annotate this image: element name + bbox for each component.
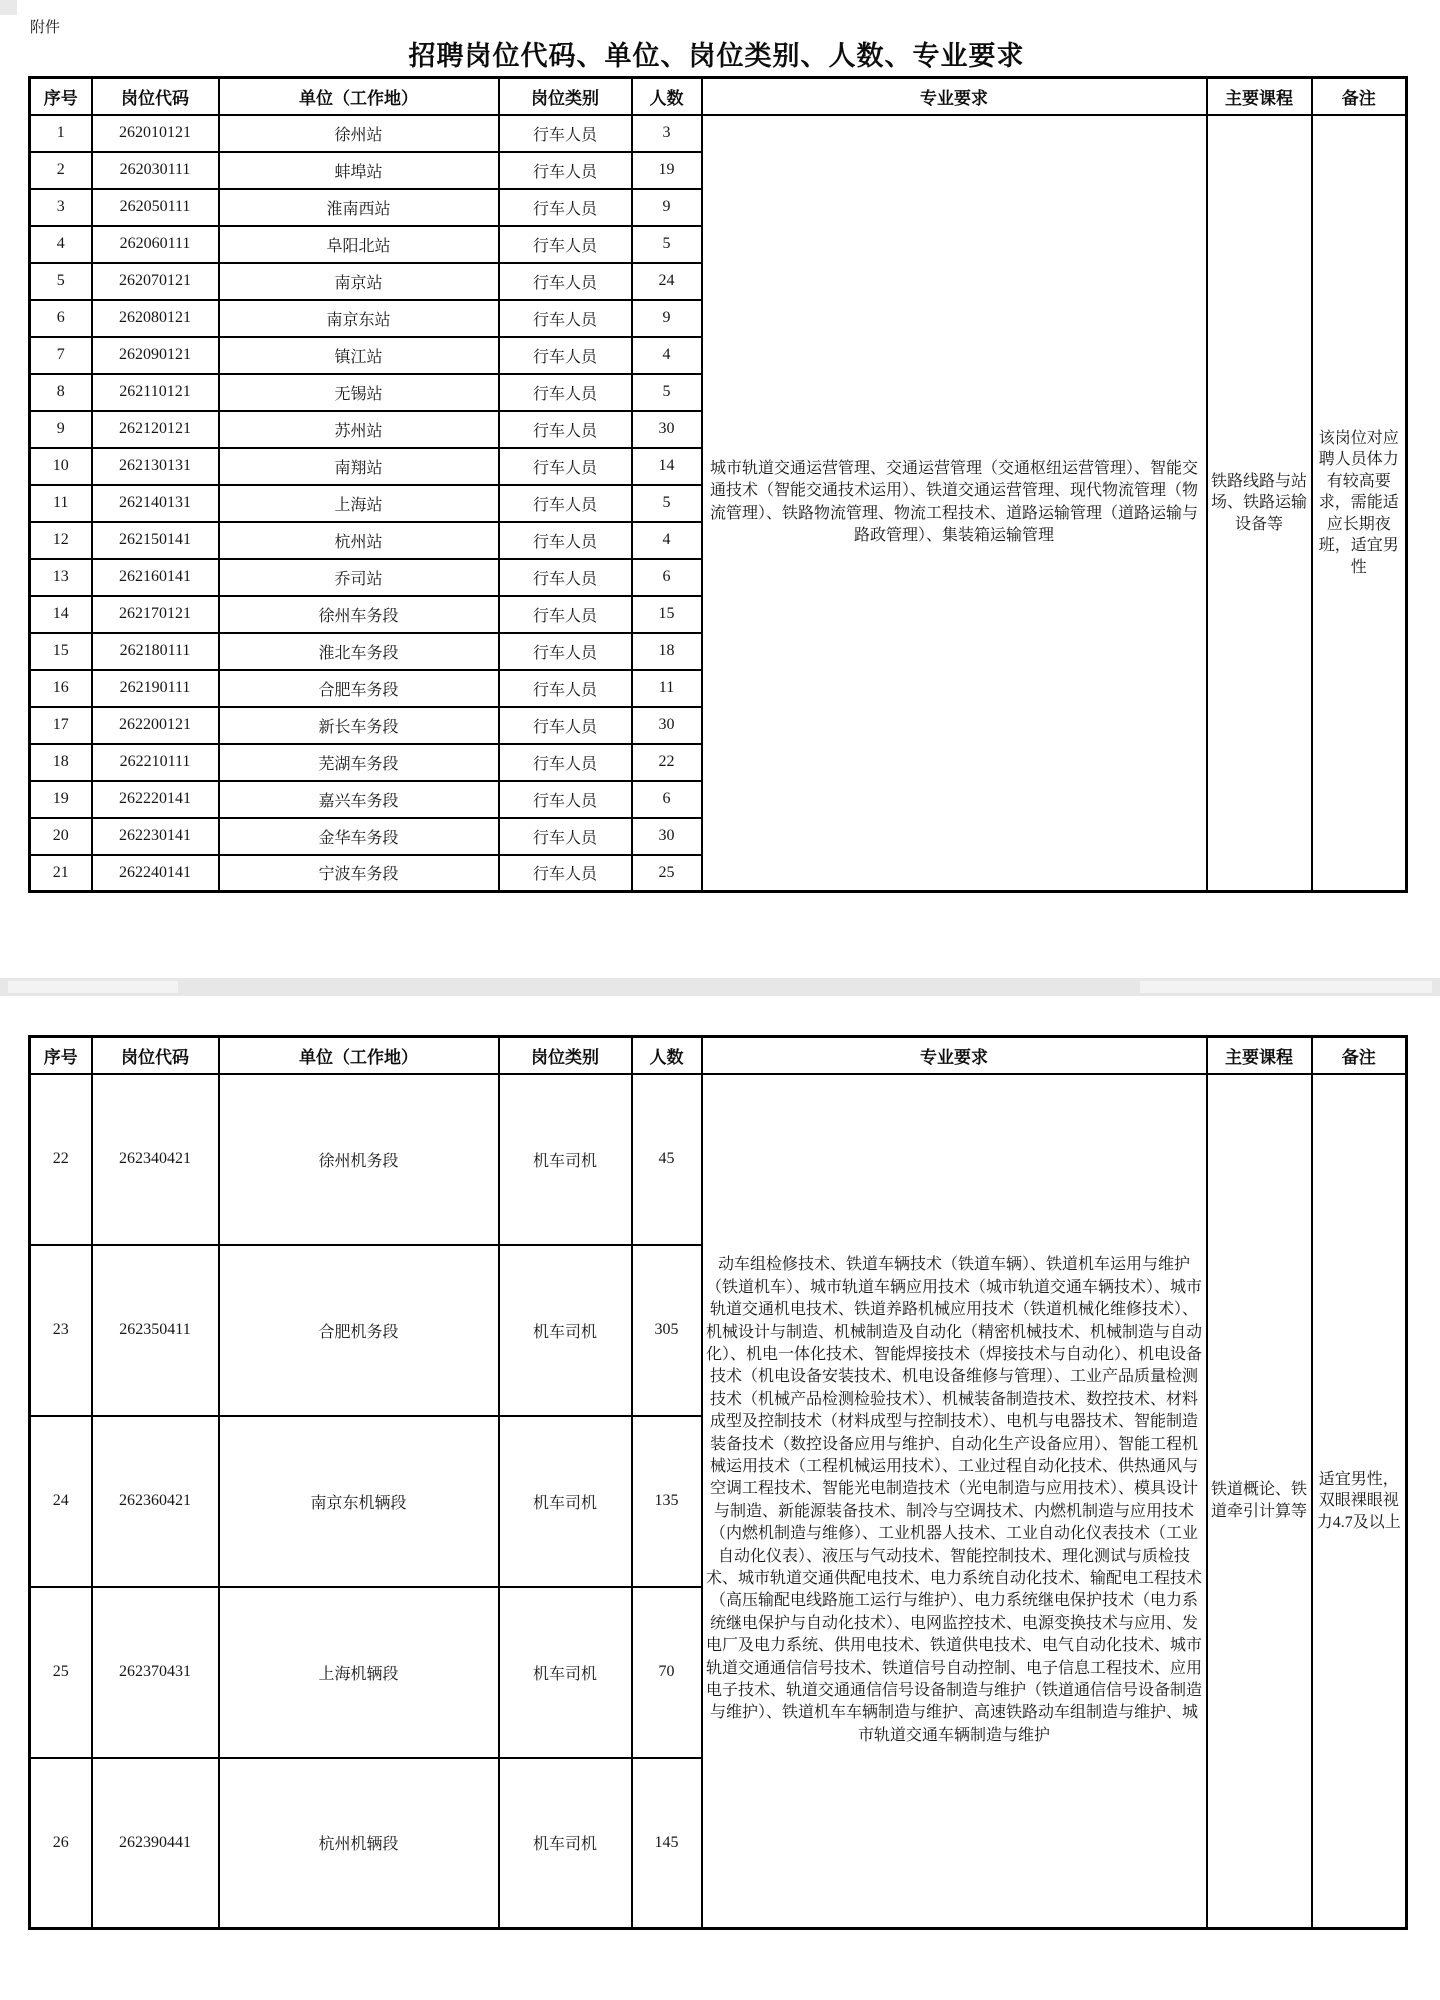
cell-index: 6 — [30, 300, 92, 337]
table-row — [30, 1074, 1407, 1245]
cell-count: 3 — [632, 115, 702, 152]
cell-index: 12 — [30, 522, 92, 559]
cell-index: 21 — [30, 855, 92, 892]
cell-code: 262200121 — [92, 707, 219, 744]
cell-count: 15 — [632, 596, 702, 633]
cell-code: 262210111 — [92, 744, 219, 781]
cell-category: 行车人员 — [499, 596, 632, 633]
cell-count: 19 — [632, 152, 702, 189]
cell-count: 5 — [632, 485, 702, 522]
cell-unit: 徐州站 — [219, 115, 499, 152]
cell-count: 4 — [632, 522, 702, 559]
cell-code: 262120121 — [92, 411, 219, 448]
cell-category: 行车人员 — [499, 855, 632, 892]
cell-code: 262180111 — [92, 633, 219, 670]
cell-index: 11 — [30, 485, 92, 522]
cell-code: 262160141 — [92, 559, 219, 596]
cell-code: 262190111 — [92, 670, 219, 707]
cell-category: 行车人员 — [499, 263, 632, 300]
col-header-index: 序号 — [30, 78, 92, 115]
cell-category: 行车人员 — [499, 411, 632, 448]
cell-index: 4 — [30, 226, 92, 263]
cell-index: 24 — [30, 1416, 92, 1587]
cell-category: 行车人员 — [499, 633, 632, 670]
cell-unit: 乔司站 — [219, 559, 499, 596]
col-header-remark: 备注 — [1312, 1037, 1407, 1074]
cell-unit: 淮南西站 — [219, 189, 499, 226]
col-header-courses: 主要课程 — [1207, 78, 1312, 115]
cell-code: 262390441 — [92, 1758, 219, 1929]
cell-unit: 淮北车务段 — [219, 633, 499, 670]
cell-index: 15 — [30, 633, 92, 670]
cell-code: 262080121 — [92, 300, 219, 337]
cell-code: 262060111 — [92, 226, 219, 263]
cell-count: 25 — [632, 855, 702, 892]
cell-code: 262240141 — [92, 855, 219, 892]
cell-count: 30 — [632, 411, 702, 448]
cell-index: 10 — [30, 448, 92, 485]
cell-category: 行车人员 — [499, 189, 632, 226]
cell-count: 45 — [632, 1074, 702, 1245]
cell-count: 9 — [632, 300, 702, 337]
cell-unit: 南京站 — [219, 263, 499, 300]
col-header-unit: 单位（工作地） — [219, 78, 499, 115]
page-break-highlight — [1140, 981, 1432, 993]
cell-count: 14 — [632, 448, 702, 485]
cell-code: 262230141 — [92, 818, 219, 855]
cell-unit: 杭州机辆段 — [219, 1758, 499, 1929]
col-header-remark: 备注 — [1312, 78, 1407, 115]
cell-unit: 镇江站 — [219, 337, 499, 374]
cell-category: 行车人员 — [499, 300, 632, 337]
cell-count: 145 — [632, 1758, 702, 1929]
cell-index: 14 — [30, 596, 92, 633]
col-header-count: 人数 — [632, 78, 702, 115]
cell-category: 行车人员 — [499, 115, 632, 152]
cell-unit: 南京东机辆段 — [219, 1416, 499, 1587]
cell-index: 17 — [30, 707, 92, 744]
cell-count: 9 — [632, 189, 702, 226]
cell-index: 13 — [30, 559, 92, 596]
cell-unit: 芜湖车务段 — [219, 744, 499, 781]
cell-code: 262360421 — [92, 1416, 219, 1587]
cell-count: 30 — [632, 707, 702, 744]
header-row — [30, 1037, 1407, 1074]
cell-code: 262050111 — [92, 189, 219, 226]
cell-count: 22 — [632, 744, 702, 781]
col-header-code: 岗位代码 — [92, 1037, 219, 1074]
cell-unit: 阜阳北站 — [219, 226, 499, 263]
cell-unit: 蚌埠站 — [219, 152, 499, 189]
cell-unit: 上海机辆段 — [219, 1587, 499, 1758]
cell-category: 行车人员 — [499, 670, 632, 707]
attachment-label: 附件 — [30, 20, 61, 36]
cell-category: 行车人员 — [499, 152, 632, 189]
cell-category: 机车司机 — [499, 1587, 632, 1758]
cell-code: 262130131 — [92, 448, 219, 485]
page-break-band — [0, 978, 1440, 996]
cell-code: 262170121 — [92, 596, 219, 633]
courses-cell: 铁路线路与站场、铁路运输设备等 — [1207, 115, 1312, 892]
cell-category: 行车人员 — [499, 744, 632, 781]
cell-count: 6 — [632, 781, 702, 818]
cell-code: 262150141 — [92, 522, 219, 559]
cell-unit: 上海站 — [219, 485, 499, 522]
remark-cell: 适宜男性，双眼裸眼视力4.7及以上 — [1312, 1074, 1407, 1929]
cell-code: 262070121 — [92, 263, 219, 300]
cell-code: 262140131 — [92, 485, 219, 522]
cell-category: 行车人员 — [499, 522, 632, 559]
cell-index: 9 — [30, 411, 92, 448]
cell-unit: 无锡站 — [219, 374, 499, 411]
cell-unit: 苏州站 — [219, 411, 499, 448]
remark-cell: 该岗位对应聘人员体力有较高要求，需能适应长期夜班，适宜男性 — [1312, 115, 1407, 892]
cell-index: 8 — [30, 374, 92, 411]
cell-count: 305 — [632, 1245, 702, 1416]
cell-index: 26 — [30, 1758, 92, 1929]
cell-count: 6 — [632, 559, 702, 596]
page-title: 招聘岗位代码、单位、岗位类别、人数、专业要求 — [408, 41, 1025, 71]
cell-index: 5 — [30, 263, 92, 300]
cell-code: 262090121 — [92, 337, 219, 374]
requirements-cell: 动车组检修技术、铁道车辆技术（铁道车辆）、铁道机车运用与维护（铁道机车）、城市轨道车辆应用技术（城市轨道交通车辆技术）、城市轨道交通机电技术、铁道养路机械应用技术（铁道机械化维修技术）、机械设计与制造、机械制造及自动化（精密机械技术、机械制造与自动化）、机电一体化技术、智能焊接技术（焊接技术与自动化）、机电设备技术（机电设备安装技术、机电设备维修与管理）、工业产品质量检测技术（机械产品检测检验技术）、机械装备制造技术、数控技术、材料成型及控制技术（材料成型与控制技术）、电机与电器技术、智能制造装备技术（数控设备应用与维护、自动化生产设备应用）、智能工程机械运用技术（工程机械运用技术）、工业过程自动化技术、供热通风与空调工程技术、智能光电制造技术（光电制造与应用技术）、模具设计与制造、新能源装备技术、制冷与空调技术、内燃机制造与应用技术（内燃机制造与维修）、工业机器人技术、工业自动化仪表技术（工业自动化仪表）、液压与气动技术、智能控制技术、理化测试与质检技术、城市轨道交通供配电技术、电力系统自动化技术、输配电工程技术（高压输配电线路施工运行与维护）、电力系统继电保护技术（电力系统继电保护与自动化技术）、电网监控技术、电源变换技术与应用、发电厂及电力系统、供用电技术、铁道供电技术、电气自动化技术、城市轨道交通通信信号技术、铁道信号自动控制、电子信息工程技术、应用电子技术、轨道交通通信信号设备制造与维护（铁道通信信号设备制造与维护）、铁道机车车辆制造与维护、高速铁路动车组制造与维护、城市轨道交通车辆制造与维护 — [702, 1074, 1207, 1929]
col-header-count: 人数 — [632, 1037, 702, 1074]
cell-index: 18 — [30, 744, 92, 781]
cell-code: 262030111 — [92, 152, 219, 189]
cell-category: 机车司机 — [499, 1416, 632, 1587]
cell-category: 行车人员 — [499, 818, 632, 855]
requirements-cell: 城市轨道交通运营管理、交通运营管理（交通枢纽运营管理）、智能交通技术（智能交通技术运用）、铁道交通运营管理、现代物流管理（物流管理）、铁路物流管理、物流工程技术、道路运输管理（道路运输与路政管理）、集装箱运输管理 — [702, 115, 1207, 892]
courses-cell: 铁道概论、铁道牵引计算等 — [1207, 1074, 1312, 1929]
cell-unit: 徐州机务段 — [219, 1074, 499, 1245]
table-row — [30, 115, 1407, 152]
cell-code: 262110121 — [92, 374, 219, 411]
cell-index: 7 — [30, 337, 92, 374]
cell-code: 262340421 — [92, 1074, 219, 1245]
cell-unit: 合肥机务段 — [219, 1245, 499, 1416]
cell-unit: 宁波车务段 — [219, 855, 499, 892]
cell-count: 24 — [632, 263, 702, 300]
col-header-requirements: 专业要求 — [702, 1037, 1207, 1074]
cell-unit: 徐州车务段 — [219, 596, 499, 633]
col-header-courses: 主要课程 — [1207, 1037, 1312, 1074]
col-header-unit: 单位（工作地） — [219, 1037, 499, 1074]
cell-unit: 嘉兴车务段 — [219, 781, 499, 818]
cell-unit: 金华车务段 — [219, 818, 499, 855]
cell-index: 19 — [30, 781, 92, 818]
cell-count: 4 — [632, 337, 702, 374]
cell-category: 行车人员 — [499, 485, 632, 522]
cell-category: 机车司机 — [499, 1245, 632, 1416]
cell-unit: 合肥车务段 — [219, 670, 499, 707]
cell-code: 262010121 — [92, 115, 219, 152]
cell-category: 行车人员 — [499, 337, 632, 374]
col-header-category: 岗位类别 — [499, 1037, 632, 1074]
cell-index: 3 — [30, 189, 92, 226]
cell-count: 11 — [632, 670, 702, 707]
cell-code: 262350411 — [92, 1245, 219, 1416]
page-corner-artifact — [0, 0, 17, 15]
cell-index: 20 — [30, 818, 92, 855]
cell-unit: 南京东站 — [219, 300, 499, 337]
cell-category: 行车人员 — [499, 226, 632, 263]
cell-index: 23 — [30, 1245, 92, 1416]
cell-count: 18 — [632, 633, 702, 670]
col-header-requirements: 专业要求 — [702, 78, 1207, 115]
cell-count: 135 — [632, 1416, 702, 1587]
cell-index: 2 — [30, 152, 92, 189]
cell-category: 机车司机 — [499, 1074, 632, 1245]
cell-category: 行车人员 — [499, 707, 632, 744]
positions-table-2 — [28, 1035, 1408, 1930]
cell-index: 22 — [30, 1074, 92, 1245]
cell-count: 5 — [632, 374, 702, 411]
cell-count: 70 — [632, 1587, 702, 1758]
cell-category: 行车人员 — [499, 559, 632, 596]
cell-code: 262220141 — [92, 781, 219, 818]
cell-category: 行车人员 — [499, 374, 632, 411]
positions-table-1 — [28, 76, 1408, 893]
cell-category: 机车司机 — [499, 1758, 632, 1929]
col-header-category: 岗位类别 — [499, 78, 632, 115]
cell-index: 16 — [30, 670, 92, 707]
cell-unit: 新长车务段 — [219, 707, 499, 744]
col-header-code: 岗位代码 — [92, 78, 219, 115]
cell-category: 行车人员 — [499, 448, 632, 485]
spacer — [0, 996, 1440, 1035]
cell-count: 5 — [632, 226, 702, 263]
cell-code: 262370431 — [92, 1587, 219, 1758]
cell-unit: 南翔站 — [219, 448, 499, 485]
col-header-index: 序号 — [30, 1037, 92, 1074]
cell-index: 1 — [30, 115, 92, 152]
page-break-highlight — [8, 981, 178, 993]
header-row — [30, 78, 1407, 115]
cell-count: 30 — [632, 818, 702, 855]
cell-index: 25 — [30, 1587, 92, 1758]
cell-unit: 杭州站 — [219, 522, 499, 559]
cell-category: 行车人员 — [499, 781, 632, 818]
